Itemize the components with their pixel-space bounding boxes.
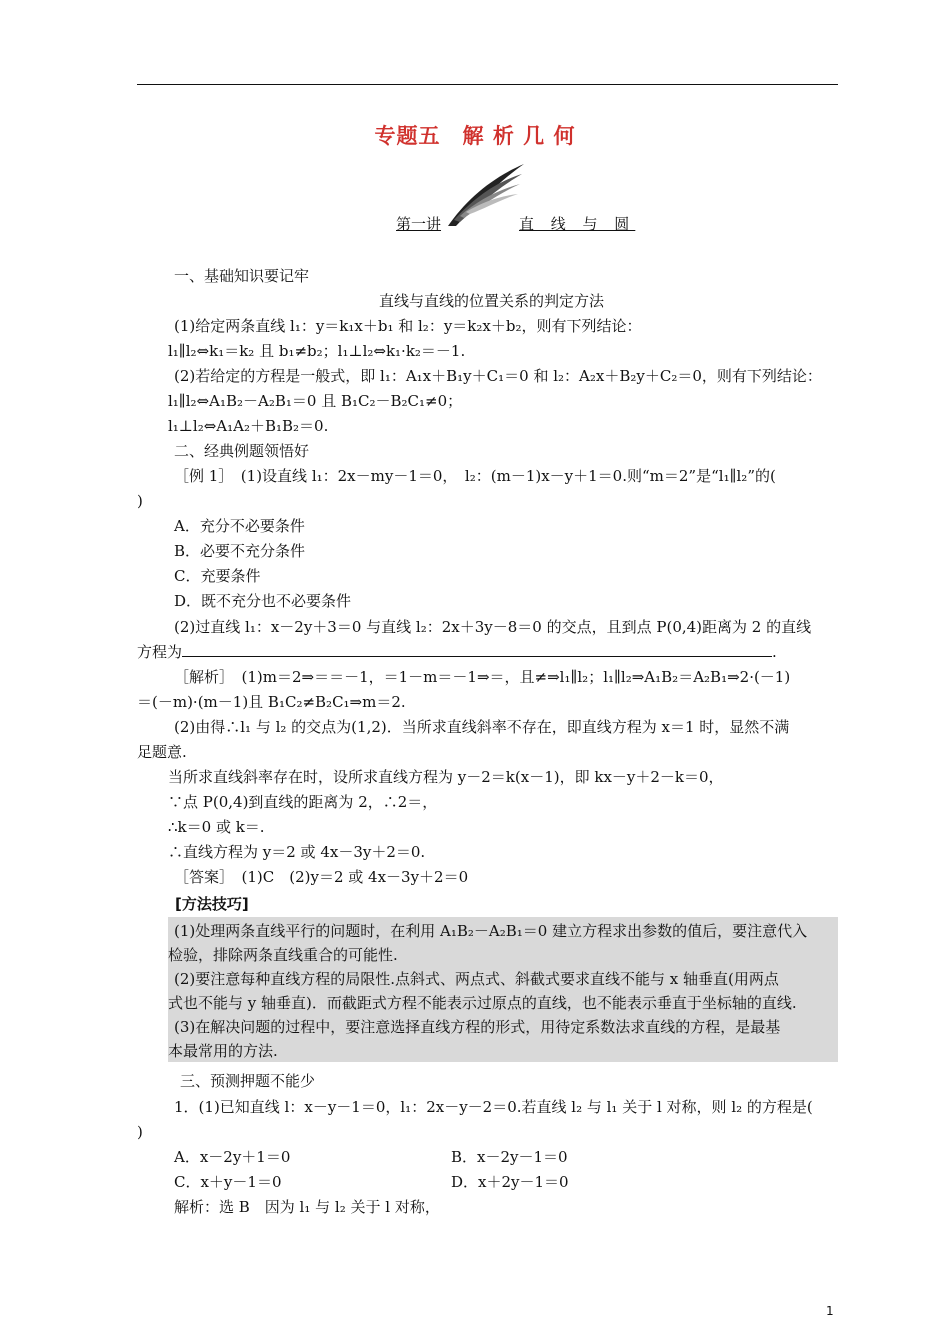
part2-end: . — [772, 643, 777, 661]
option-d: D．既不充分也不必要条件 — [174, 592, 352, 610]
question-line: 1．(1)已知直线 l：x－y－1＝0，l₁：2x－y－2＝0.若直线 l₂ 与 l₁ 关于 l 对称，则 l₂ 的方程是( — [174, 1098, 813, 1116]
tips-line: 检验，排除两条直线重合的可能性. — [168, 946, 398, 964]
section-heading: 一、基础知识要记牢 — [174, 267, 310, 285]
tips-line: 式也不能与 y 轴垂直)．而截距式方程不能表示过原点的直线，也不能表示垂直于坐标轴的直线. — [168, 994, 797, 1012]
page-number: 1 — [826, 1304, 834, 1318]
text-line: l₁∥l₂⇔A₁B₂－A₂B₁＝0 且 B₁C₂－B₂C₁≠0； — [168, 392, 463, 410]
analysis-line: ∴直线方程为 y＝2 或 4x－3y＋2＝0. — [168, 843, 426, 861]
tips-line: (1)处理两条直线平行的问题时，在利用 A₁B₂－A₂B₁＝0 建立方程求出参数的值后，要注意代入 — [174, 922, 808, 940]
tips-line: (3)在解决问题的过程中，要注意选择直线方程的形式，用待定系数法求直线的方程，是最基 — [174, 1018, 781, 1036]
part2-question-blank — [137, 641, 777, 663]
analysis-line: ［解析］ (1)m＝2⇒＝＝－1，＝1－m＝－1⇒＝，且≠⇒l₁∥l₂；l₁∥l₂⇒A₁B₂＝A₂B₁⇒2·(－1) — [174, 668, 791, 686]
option-c: C．充要条件 — [174, 567, 261, 585]
option-c: C．x＋y－1＝0 — [174, 1173, 282, 1191]
analysis-line: 足题意. — [137, 743, 187, 761]
solution-line: 解析：选 B 因为 l₁ 与 l₂ 关于 l 对称， — [174, 1198, 440, 1216]
example-question-end: ) — [137, 492, 143, 510]
text-line: (2)若给定的方程是一般式，即 l₁：A₁x＋B₁y＋C₁＝0 和 l₂：A₂x＋B₂y＋C₂＝0，则有下列结论： — [174, 367, 822, 385]
option-a: A．x－2y＋1＝0 — [174, 1148, 291, 1166]
header-rule — [137, 84, 838, 85]
tips-line: (2)要注意每种直线方程的局限性.点斜式、两点式、斜截式要求直线不能与 x 轴垂直(用两点 — [174, 970, 779, 988]
lecture-name: 直 线 与 圆 — [519, 215, 636, 233]
question-line-end: ) — [137, 1123, 143, 1141]
tips-heading: [方法技巧] — [175, 895, 249, 913]
tips-line: 本最常用的方法. — [168, 1042, 278, 1060]
section-heading: 二、经典例题领悟好 — [174, 442, 310, 460]
answer-blank — [182, 642, 772, 657]
text-line: l₁⊥l₂⇔A₁A₂＋B₁B₂＝0. — [168, 417, 329, 435]
option-b: B．必要不充分条件 — [174, 542, 306, 560]
section-heading: 三、预测押题不能少 — [180, 1072, 316, 1090]
option-b: B．x－2y－1＝0 — [451, 1148, 568, 1166]
analysis-line: ＝(－m)·(m－1)且 B₁C₂≠B₂C₁⇒m＝2. — [137, 693, 406, 711]
example-question: ［例 1］ (1)设直线 l₁：2x－my－1＝0， l₂：(m－1)x－y＋1＝0.则“m＝2”是“l₁∥l₂”的( — [174, 467, 776, 485]
part2-label: 方程为 — [137, 643, 183, 661]
lecture-number: 第一讲 — [396, 215, 442, 233]
quill-decoration-icon — [446, 160, 526, 228]
answer-line: ［答案］ (1)C (2)y＝2 或 4x－3y＋2＝0 — [174, 868, 469, 886]
option-a: A．充分不必要条件 — [174, 517, 305, 535]
analysis-line: (2)由得∴l₁ 与 l₂ 的交点为(1,2)．当所求直线斜率不存在，即直线方程为 x＝1 时，显然不满 — [174, 718, 790, 736]
analysis-line: ∴k＝0 或 k＝. — [168, 818, 265, 836]
part2-question: (2)过直线 l₁：x－2y＋3＝0 与直线 l₂：2x＋3y－8＝0 的交点，且到点 P(0,4)距离为 2 的直线 — [174, 618, 812, 636]
analysis-line: 当所求直线斜率存在时，设所求直线方程为 y－2＝k(x－1)，即 kx－y＋2－k＝0， — [168, 768, 724, 786]
text-line: l₁∥l₂⇔k₁＝k₂ 且 b₁≠b₂；l₁⊥l₂⇔k₁·k₂＝－1. — [168, 342, 466, 360]
section-subheading: 直线与直线的位置关系的判定方法 — [379, 292, 605, 310]
text-line: (1)给定两条直线 l₁：y＝k₁x＋b₁ 和 l₂：y＝k₂x＋b₂，则有下列结论： — [174, 317, 642, 335]
page-title: 专题五 解 析 几 何 — [374, 124, 576, 148]
option-d: D．x＋2y－1＝0 — [451, 1173, 569, 1191]
analysis-line: ∵点 P(0,4)到直线的距离为 2，∴2＝， — [168, 793, 438, 811]
